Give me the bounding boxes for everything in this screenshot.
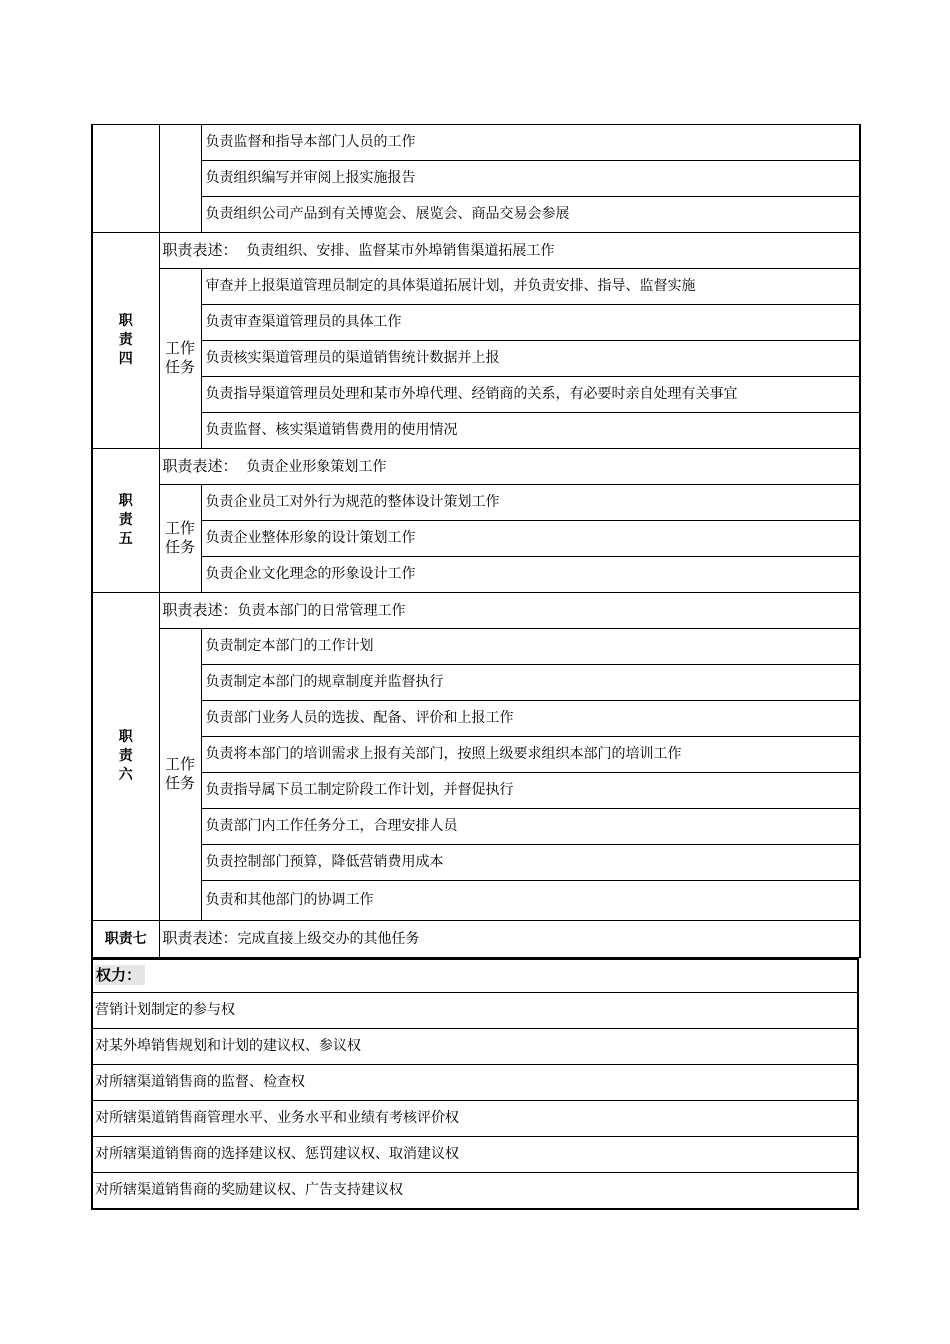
- table-row: [92, 1101, 858, 1137]
- power-item: 对所辖渠道销售商的奖励建议权、广告支持建议权: [92, 1173, 858, 1210]
- table-row: [92, 881, 860, 921]
- table-row: [92, 809, 860, 845]
- task-label: 工作任务: [159, 629, 201, 921]
- task-item: 负责审查渠道管理员的具体工作: [201, 305, 860, 341]
- table-row: [92, 413, 860, 449]
- duty-head-5: 职责五: [92, 449, 159, 593]
- task-item: 负责制定本部门的工作计划: [201, 629, 860, 665]
- task-item: 负责指导属下员工制定阶段工作计划，并督促执行: [201, 773, 860, 809]
- duty-head-4: 职责四: [92, 233, 159, 449]
- duties-table: [91, 124, 861, 958]
- table-row: [92, 1173, 858, 1210]
- table-row: [92, 125, 860, 161]
- power-table: [91, 958, 859, 1210]
- table-row: [92, 557, 860, 593]
- task-item: 负责企业员工对外行为规范的整体设计策划工作: [201, 485, 860, 521]
- table-row: [92, 773, 860, 809]
- table-row: [92, 593, 860, 629]
- power-item: 对所辖渠道销售商的监督、检查权: [92, 1065, 858, 1101]
- power-item: 营销计划制定的参与权: [92, 993, 858, 1029]
- table-row: [92, 845, 860, 881]
- table-row: [92, 737, 860, 773]
- task-item: 负责和其他部门的协调工作: [201, 881, 860, 921]
- table-row: [92, 921, 860, 958]
- table-row: [92, 1065, 858, 1101]
- duty-head-6: 职责六: [92, 593, 159, 921]
- table-row: [92, 701, 860, 737]
- task-item: 负责将本部门的培训需求上报有关部门，按照上级要求组织本部门的培训工作: [201, 737, 860, 773]
- power-title-cell: [92, 959, 858, 993]
- task-item: 负责部门内工作任务分工，合理安排人员: [201, 809, 860, 845]
- table-row: [92, 1029, 858, 1065]
- table-row: [92, 485, 860, 521]
- table-row: [92, 993, 858, 1029]
- task-item: 负责企业整体形象的设计策划工作: [201, 521, 860, 557]
- table-row: [92, 449, 860, 485]
- task-item: 审查并上报渠道管理员制定的具体渠道拓展计划，并负责安排、指导、监督实施: [201, 269, 860, 305]
- task-item: 负责监督、核实渠道销售费用的使用情况: [201, 413, 860, 449]
- task-item: 负责指导渠道管理员处理和某市外埠代理、经销商的关系，有必要时亲自处理有关事宜: [201, 377, 860, 413]
- table-row: [92, 521, 860, 557]
- task-label: 工作任务: [159, 485, 201, 593]
- power-item: 对所辖渠道销售商的选择建议权、惩罚建议权、取消建议权: [92, 1137, 858, 1173]
- table-row: [92, 305, 860, 341]
- duty-description: 职责表述：负责本部门的日常管理工作: [159, 593, 860, 629]
- table-row: [92, 269, 860, 305]
- table-row: [92, 959, 858, 993]
- task-label-cell: [159, 125, 201, 233]
- table-row: [92, 233, 860, 269]
- task-item: 负责核实渠道管理员的渠道销售统计数据并上报: [201, 341, 860, 377]
- power-title: 权力：: [95, 965, 145, 985]
- duty-head-cell: [92, 125, 159, 233]
- power-item: 对所辖渠道销售商管理水平、业务水平和业绩有考核评价权: [92, 1101, 858, 1137]
- table-row: [92, 1137, 858, 1173]
- table-row: [92, 665, 860, 701]
- task-item: 负责制定本部门的规章制度并监督执行: [201, 665, 860, 701]
- power-item: 对某外埠销售规划和计划的建议权、参议权: [92, 1029, 858, 1065]
- table-row: [92, 377, 860, 413]
- task-item: 负责监督和指导本部门人员的工作: [201, 125, 860, 161]
- job-description-sheet: [91, 124, 859, 1210]
- table-row: [92, 161, 860, 197]
- task-item: 负责组织公司产品到有关博览会、展览会、商品交易会参展: [201, 197, 860, 233]
- table-row: [92, 629, 860, 665]
- table-row: [92, 197, 860, 233]
- duty-description: 职责表述： 负责组织、安排、监督某市外埠销售渠道拓展工作: [159, 233, 860, 269]
- table-row: [92, 341, 860, 377]
- task-item: 负责部门业务人员的选拔、配备、评价和上报工作: [201, 701, 860, 737]
- duty-head-7: 职责七: [92, 921, 159, 958]
- task-label: 工作任务: [159, 269, 201, 449]
- duty-description: 职责表述：完成直接上级交办的其他任务: [159, 921, 860, 958]
- task-item: 负责组织编写并审阅上报实施报告: [201, 161, 860, 197]
- task-item: 负责企业文化理念的形象设计工作: [201, 557, 860, 593]
- duty-description: 职责表述： 负责企业形象策划工作: [159, 449, 860, 485]
- task-item: 负责控制部门预算，降低营销费用成本: [201, 845, 860, 881]
